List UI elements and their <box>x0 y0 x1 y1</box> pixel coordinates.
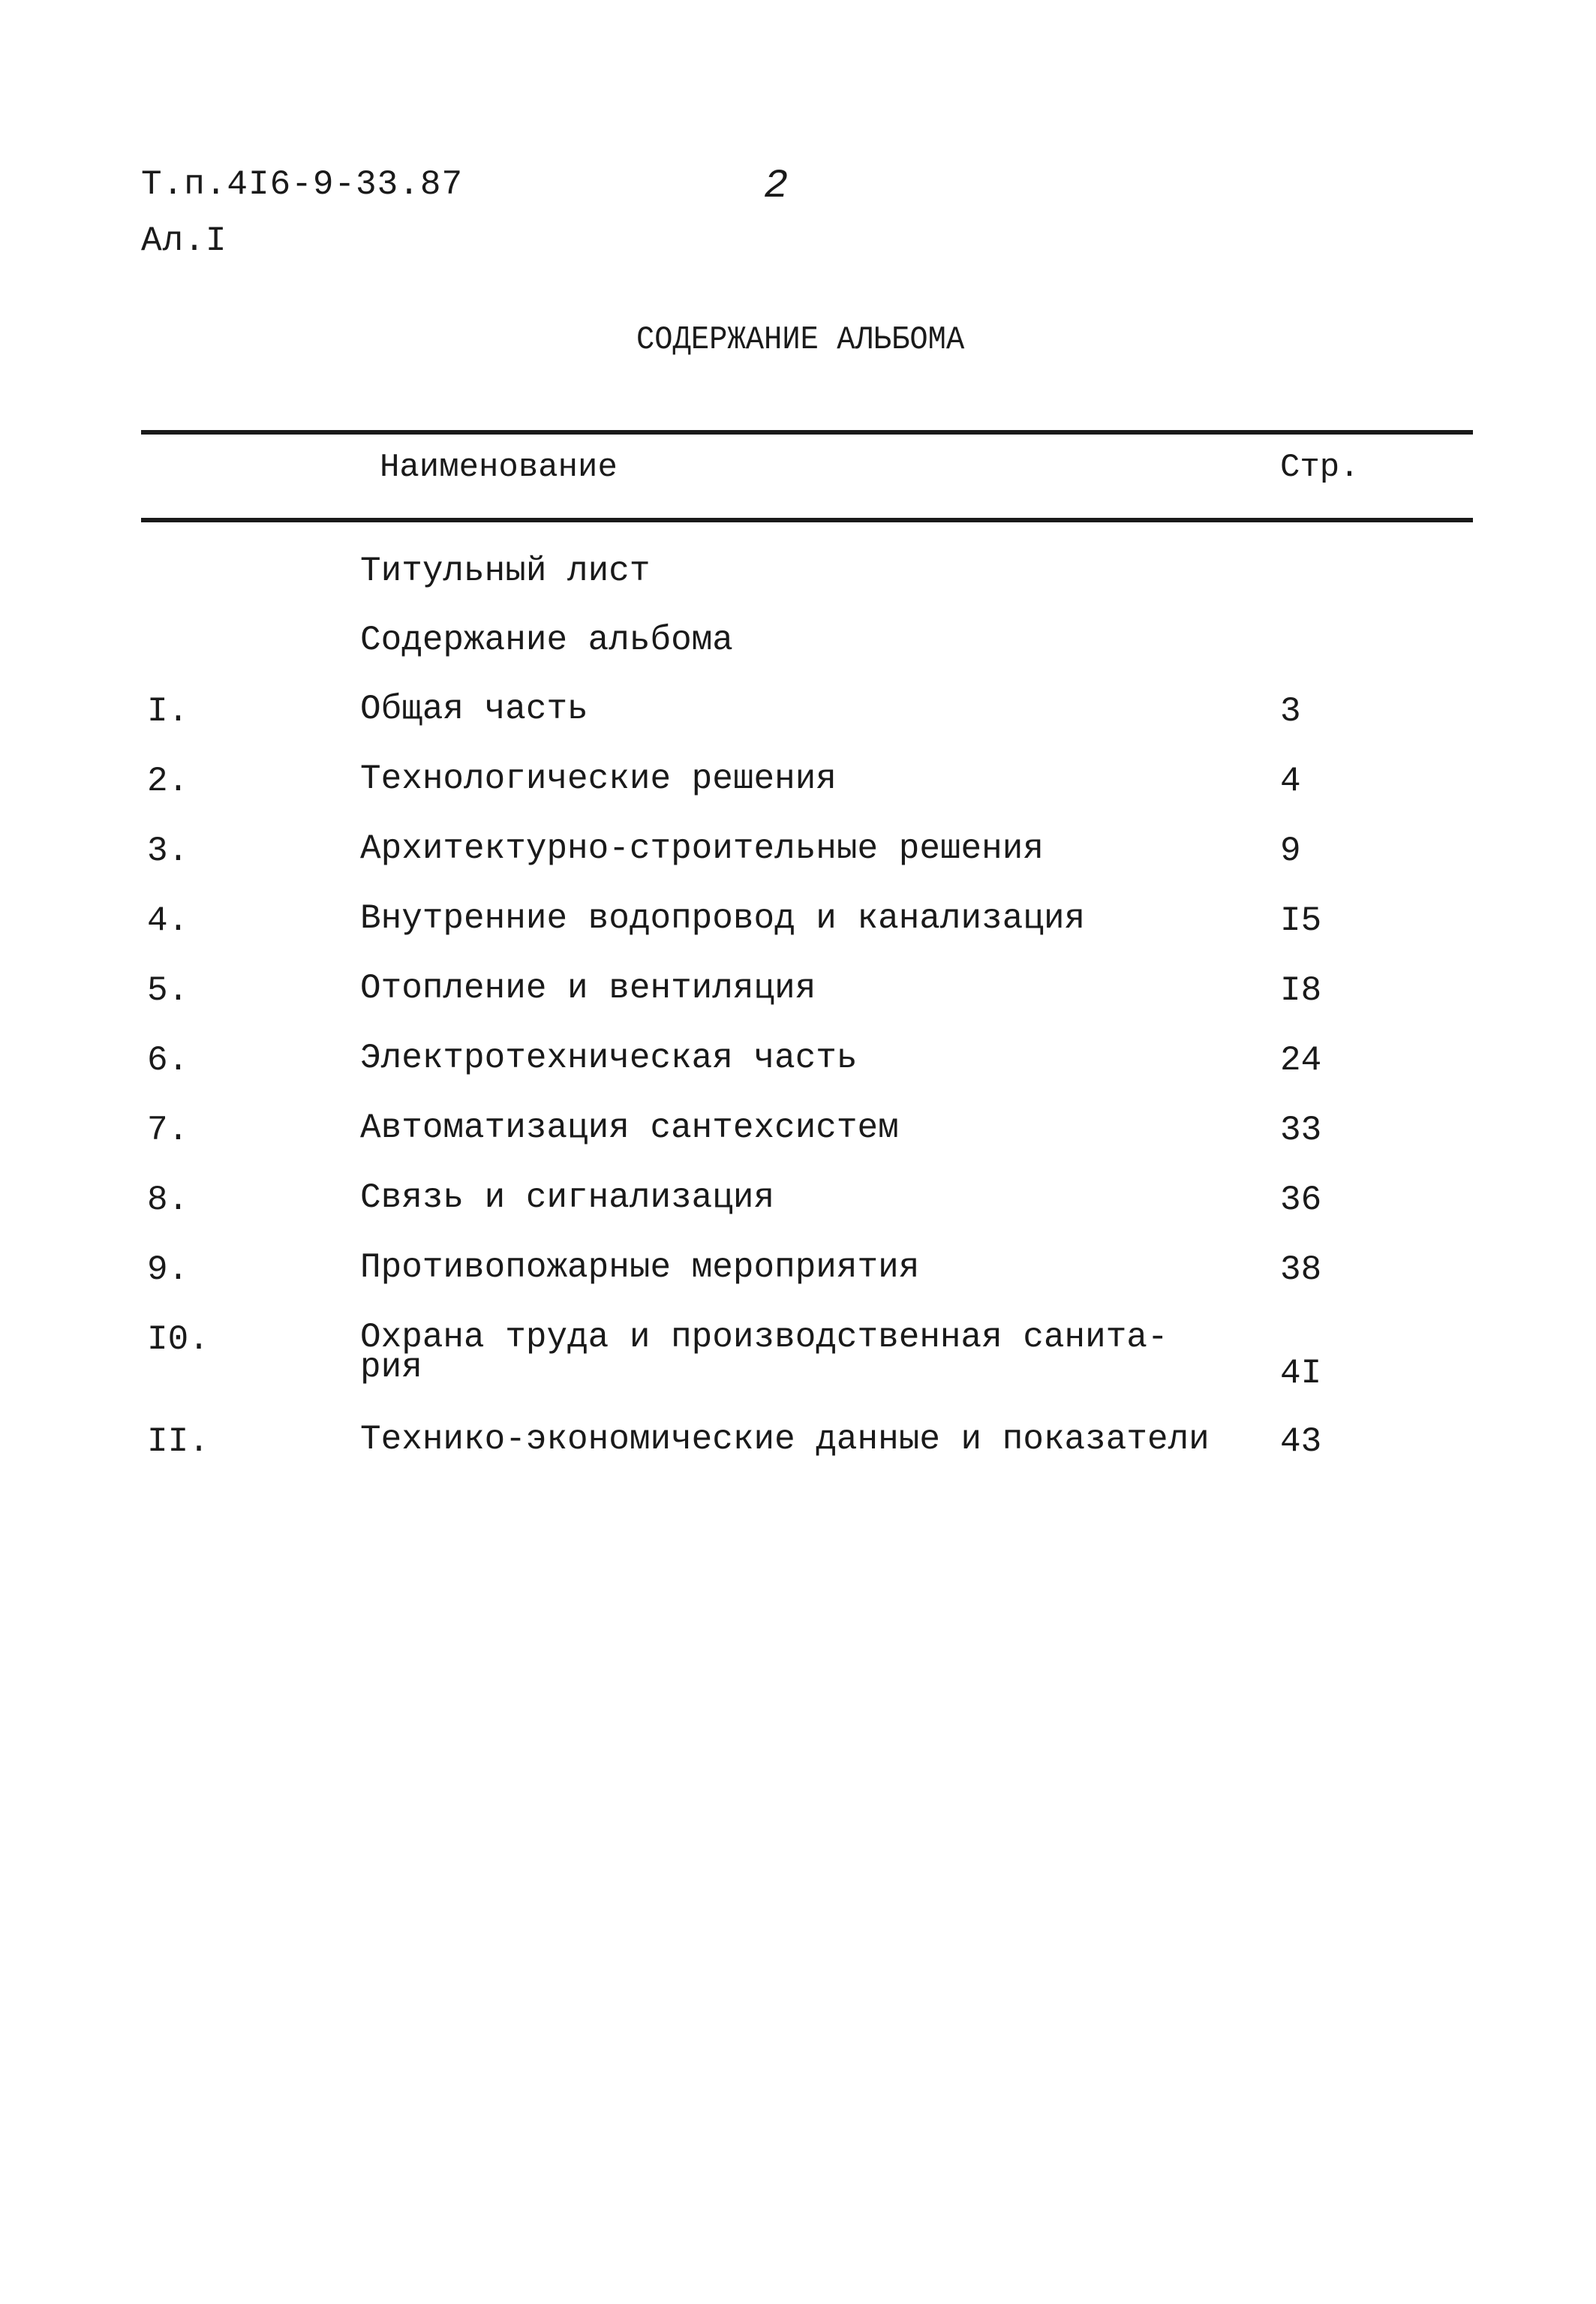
toc-row-number: 9. <box>147 1250 189 1289</box>
toc-row-name: Электротехническая часть <box>360 1039 858 1078</box>
toc-row-number: 8. <box>147 1181 189 1220</box>
toc-row-number: 4. <box>147 901 189 940</box>
toc-row-number: I0. <box>147 1320 209 1359</box>
album-code: Ал.І <box>141 221 227 260</box>
toc-row-name: Титульный лист <box>360 552 651 591</box>
toc-row-name: Отопление и вентиляция <box>360 969 816 1008</box>
toc-row-9 <box>0 1250 1596 1310</box>
toc-row-10 <box>0 1320 1596 1410</box>
toc-row-page: 43 <box>1280 1422 1322 1461</box>
page-title: СОДЕРЖАНИЕ АЛЬБОМА <box>636 321 965 359</box>
column-header-page: Стр. <box>1280 449 1360 486</box>
toc-row-2 <box>0 759 1596 822</box>
toc-row-name: Общая часть <box>360 690 588 729</box>
toc-row-page: 4I <box>1280 1354 1322 1393</box>
toc-row-page: 24 <box>1280 1041 1322 1080</box>
toc-row-name-continued: рия <box>360 1348 422 1387</box>
toc-row-number: 3. <box>147 832 189 871</box>
toc-row-page: 36 <box>1280 1181 1322 1220</box>
toc-row-number: 5. <box>147 971 189 1010</box>
document-code: Т.п.4І6-9-33.87 <box>141 165 464 204</box>
toc-row-name: Технико-экономические данные и показатели <box>360 1420 1210 1459</box>
toc-row-8 <box>0 1178 1596 1241</box>
toc-row-11 <box>0 1422 1596 1482</box>
toc-row-page: 9 <box>1280 832 1301 871</box>
toc-row-number: 7. <box>147 1111 189 1150</box>
toc-row-number: 6. <box>147 1041 189 1080</box>
toc-row-name: Противопожарные мероприятия <box>360 1248 920 1287</box>
column-header-name: Наименование <box>380 449 618 486</box>
toc-row-name: Технологические решения <box>360 759 837 799</box>
toc-row-contents <box>0 623 1596 683</box>
toc-row-number: I. <box>147 692 189 731</box>
toc-row-page: I8 <box>1280 971 1322 1010</box>
toc-row-name: Автоматизация сантехсистем <box>360 1108 899 1147</box>
toc-row-page: 38 <box>1280 1250 1322 1289</box>
toc-row-4 <box>0 901 1596 961</box>
toc-row-number: 2. <box>147 762 189 801</box>
toc-row-7 <box>0 1108 1596 1171</box>
toc-row-title-page <box>0 554 1596 614</box>
toc-row-page: 3 <box>1280 692 1301 731</box>
page-number: 2 <box>764 164 789 209</box>
toc-row-name: Охрана труда и производственная санита- <box>360 1318 1168 1357</box>
toc-row-1 <box>0 692 1596 752</box>
toc-row-name: Связь и сигнализация <box>360 1178 775 1217</box>
toc-row-3 <box>0 829 1596 892</box>
toc-row-name: Содержание альбома <box>360 621 733 660</box>
toc-row-name: Архитектурно-строительные решения <box>360 829 1044 868</box>
toc-row-5 <box>0 971 1596 1031</box>
toc-row-page: 4 <box>1280 762 1301 801</box>
toc-row-number: II. <box>147 1422 209 1461</box>
toc-row-page: 33 <box>1280 1111 1322 1150</box>
toc-row-6 <box>0 1041 1596 1101</box>
toc-row-page: I5 <box>1280 901 1322 940</box>
toc-row-name: Внутренние водопровод и канализация <box>360 899 1086 938</box>
